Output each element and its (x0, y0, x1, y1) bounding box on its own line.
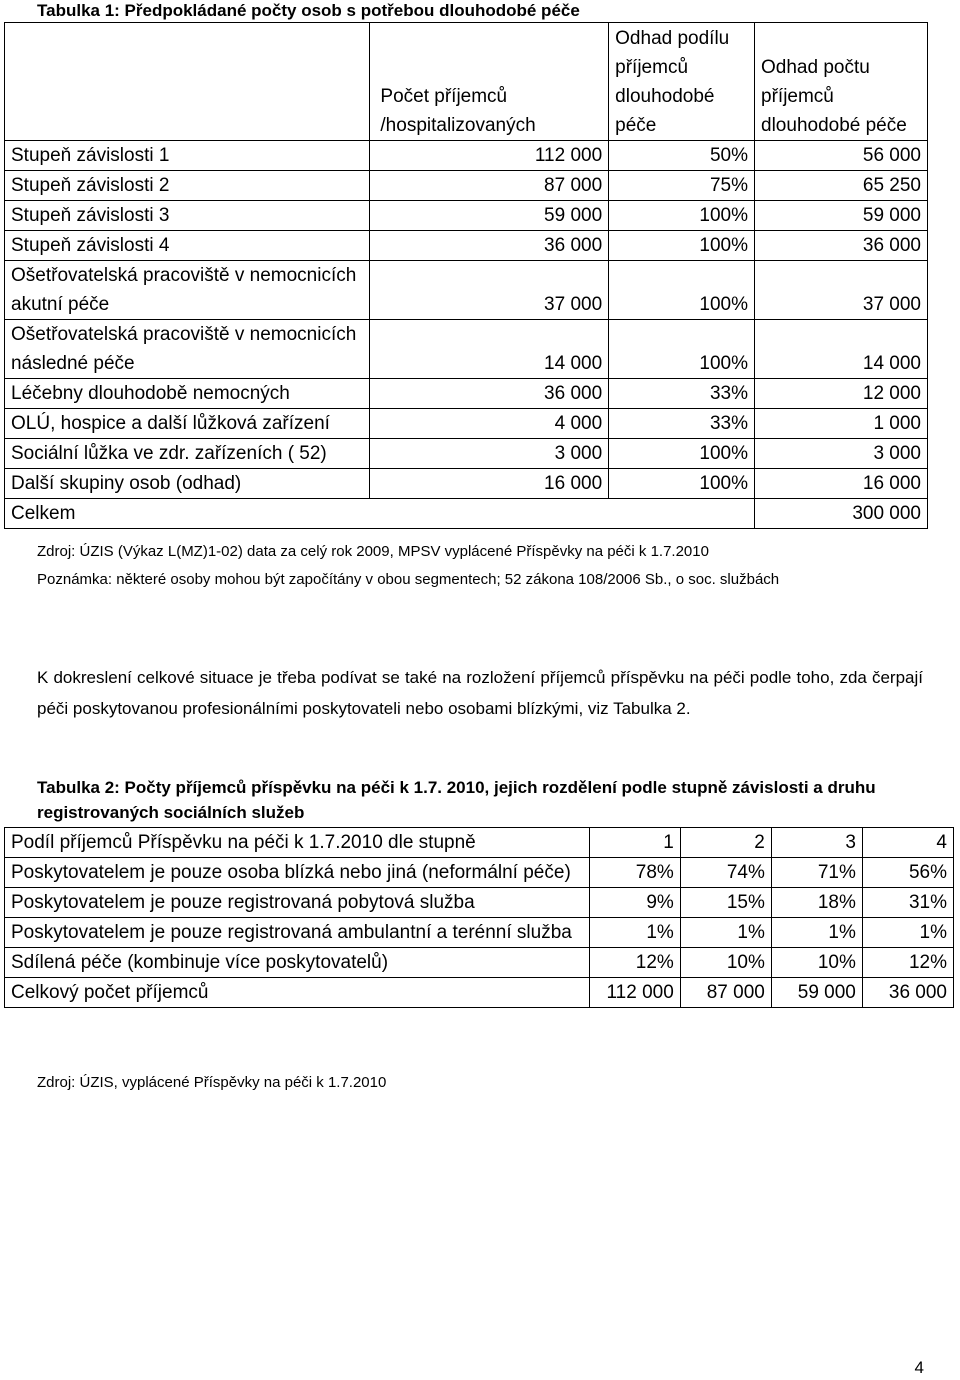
row-label: Poskytovatelem je pouze registrovaná ambulantní a terénní služba (5, 918, 590, 948)
table1-title: Tabulka 1: Předpokládané počty osob s potřebou dlouhodobé péče (37, 1, 580, 20)
row-share: 100% (609, 320, 755, 379)
row-value: 15% (680, 888, 771, 918)
row-value: 1% (680, 918, 771, 948)
row-count: 16 000 (370, 469, 609, 499)
row-count: 59 000 (370, 201, 609, 231)
table1-header-row (5, 23, 928, 141)
row-value: 9% (589, 888, 680, 918)
row-label: Stupeň závislosti 4 (5, 231, 370, 261)
row-label: Stupeň závislosti 3 (5, 201, 370, 231)
row-estimate: 14 000 (755, 320, 928, 379)
table-row (5, 469, 928, 499)
row-label: Celkový počet příjemců (5, 978, 590, 1008)
row-label: Stupeň závislosti 1 (5, 141, 370, 171)
row-value: 71% (771, 858, 862, 888)
row-value: 74% (680, 858, 771, 888)
table-row (5, 948, 954, 978)
row-count: 4 000 (370, 409, 609, 439)
row-label: Stupeň závislosti 2 (5, 171, 370, 201)
row-value: 87 000 (680, 978, 771, 1008)
row-label: Poskytovatelem je pouze osoba blízká nebo jiná (neformální péče) (5, 858, 590, 888)
table2 (4, 827, 954, 1008)
table1 (4, 22, 928, 529)
row-value: 31% (862, 888, 953, 918)
row-estimate: 1 000 (755, 409, 928, 439)
row-estimate: 59 000 (755, 201, 928, 231)
row-value: 1% (589, 918, 680, 948)
table-row (5, 888, 954, 918)
row-value: 12% (589, 948, 680, 978)
row-share: 50% (609, 141, 755, 171)
row-count: 37 000 (370, 261, 609, 320)
row-value: 78% (589, 858, 680, 888)
table1-header-share: Odhad podílu příjemců dlouhodobé péče (609, 23, 755, 141)
table2-header-row (5, 828, 954, 858)
row-value: 10% (680, 948, 771, 978)
row-label: Ošetřovatelská pracoviště v nemocnicích akutní péče (5, 261, 370, 320)
row-share: 100% (609, 261, 755, 320)
table-row (5, 918, 954, 948)
table-row (5, 439, 928, 469)
row-share: 100% (609, 439, 755, 469)
table-row (5, 320, 928, 379)
table2-title: Tabulka 2: Počty příjemců příspěvku na péči k 1.7. 2010, jejich rozdělení podle stupně závislosti a druhu registrovaných sociálních služeb (37, 778, 876, 822)
table-row (5, 231, 928, 261)
table1-header-estimate: Odhad počtu příjemců dlouhodobé péče (755, 23, 928, 141)
row-share: 33% (609, 379, 755, 409)
row-label: Ošetřovatelská pracoviště v nemocnicích následné péče (5, 320, 370, 379)
row-value: 1% (862, 918, 953, 948)
row-estimate: 36 000 (755, 231, 928, 261)
table1-note: Poznámka: některé osoby mohou být započítány v obou segmentech; 52 zákona 108/2006 Sb., o soc. službách (37, 571, 780, 588)
row-value: 18% (771, 888, 862, 918)
table1-total-row (5, 499, 928, 529)
row-label: Sociální lůžka ve zdr. zařízeních ( 52) (5, 439, 370, 469)
row-value: 59 000 (771, 978, 862, 1008)
table-row (5, 379, 928, 409)
row-value: 1% (771, 918, 862, 948)
table2-header-degree-3: 3 (771, 828, 862, 858)
row-count: 36 000 (370, 379, 609, 409)
table-row (5, 201, 928, 231)
row-count: 112 000 (370, 141, 609, 171)
row-estimate: 65 250 (755, 171, 928, 201)
table1-source: Zdroj: ÚZIS (Výkaz L(MZ)1-02) data za celý rok 2009, MPSV vyplácené Příspěvky na péči k 1.7.2010 (37, 543, 709, 560)
row-estimate: 12 000 (755, 379, 928, 409)
table-row (5, 858, 954, 888)
total-label: Celkem (5, 499, 755, 529)
table-row (5, 261, 928, 320)
row-label: Poskytovatelem je pouze registrovaná pobytová služba (5, 888, 590, 918)
row-share: 75% (609, 171, 755, 201)
table2-header-degree-1: 1 (589, 828, 680, 858)
row-count: 87 000 (370, 171, 609, 201)
table-row (5, 141, 928, 171)
table1-header-count: Počet příjemců /hospitalizovaných (370, 23, 609, 141)
row-share: 33% (609, 409, 755, 439)
row-estimate: 37 000 (755, 261, 928, 320)
row-count: 36 000 (370, 231, 609, 261)
table2-source: Zdroj: ÚZIS, vyplácené Příspěvky na péči k 1.7.2010 (37, 1074, 387, 1091)
row-value: 36 000 (862, 978, 953, 1008)
row-estimate: 56 000 (755, 141, 928, 171)
row-estimate: 16 000 (755, 469, 928, 499)
row-value: 56% (862, 858, 953, 888)
row-share: 100% (609, 231, 755, 261)
table-row (5, 978, 954, 1008)
table2-header-label: Podíl příjemců Příspěvku na péči k 1.7.2010 dle stupně (5, 828, 590, 858)
page-number: 4 (914, 1358, 924, 1377)
row-label: Léčebny dlouhodobě nemocných (5, 379, 370, 409)
row-share: 100% (609, 201, 755, 231)
row-estimate: 3 000 (755, 439, 928, 469)
body-paragraph: K dokreslení celkové situace je třeba podívat se také na rozložení příjemců příspěvku na péči podle toho, zda čerpají péči poskytovanou profesionálními poskytovateli nebo osobami blízkými, viz Tabulka 2. (37, 668, 923, 718)
table-row (5, 409, 928, 439)
table-row (5, 171, 928, 201)
total-value: 300 000 (755, 499, 928, 529)
row-value: 12% (862, 948, 953, 978)
table2-header-degree-2: 2 (680, 828, 771, 858)
table1-header-empty (5, 23, 370, 141)
row-value: 10% (771, 948, 862, 978)
row-count: 3 000 (370, 439, 609, 469)
row-count: 14 000 (370, 320, 609, 379)
row-share: 100% (609, 469, 755, 499)
row-label: OLÚ, hospice a další lůžková zařízení (5, 409, 370, 439)
table2-header-degree-4: 4 (862, 828, 953, 858)
row-label: Další skupiny osob (odhad) (5, 469, 370, 499)
row-label: Sdílená péče (kombinuje více poskytovatelů) (5, 948, 590, 978)
row-value: 112 000 (589, 978, 680, 1008)
